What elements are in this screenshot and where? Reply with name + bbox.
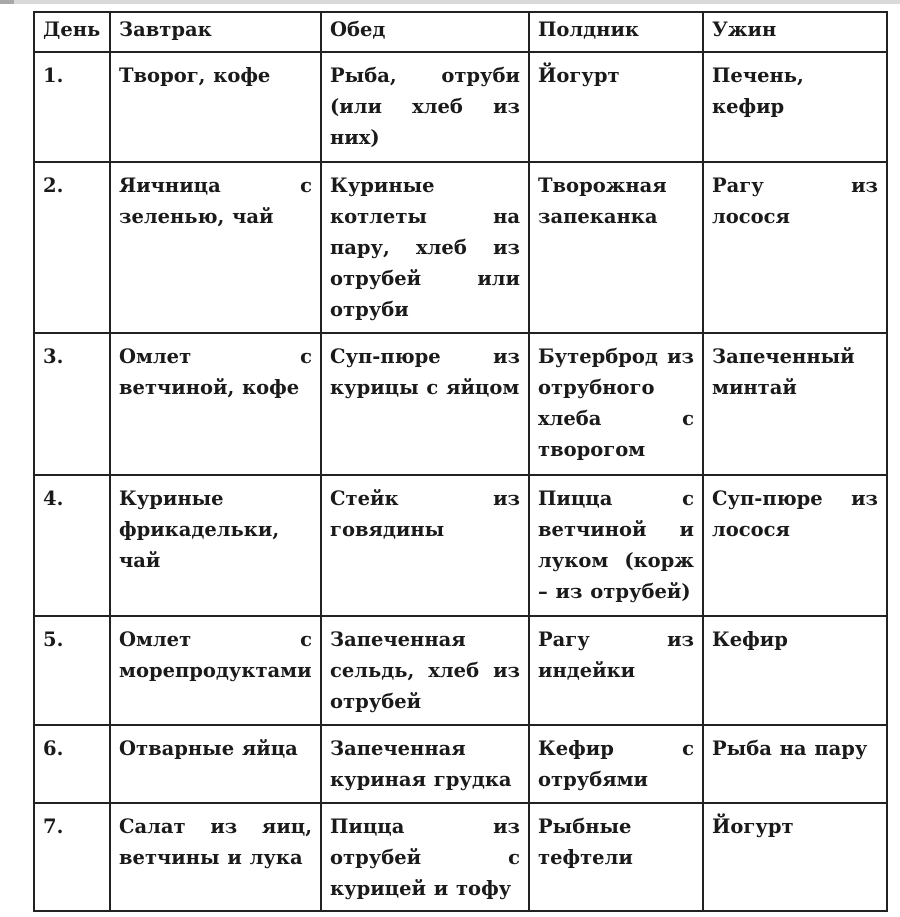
breakfast-cell: Омлет с морепродуктами bbox=[110, 616, 321, 725]
dinner-cell: Рыба на пару bbox=[703, 725, 887, 803]
lunch-cell: Стейк из говядины bbox=[321, 475, 529, 616]
dinner-cell: Кефир bbox=[703, 616, 887, 725]
dinner-cell: Йогурт bbox=[703, 803, 887, 911]
lunch-cell: Куриные котлеты на пару, хлеб из отрубей или отруби bbox=[321, 162, 529, 333]
lunch-cell: Запеченная сельдь, хлеб из отрубей bbox=[321, 616, 529, 725]
breakfast-cell: Салат из яиц, ветчины и лука bbox=[110, 803, 321, 911]
day-cell: 3. bbox=[34, 333, 110, 475]
page-top-edge bbox=[0, 0, 900, 4]
table-row bbox=[34, 162, 887, 333]
dinner-cell: Рагу из лосося bbox=[703, 162, 887, 333]
breakfast-cell: Яичница с зеленью, чай bbox=[110, 162, 321, 333]
snack-cell: Пицца с ветчиной и луком (корж – из отрубей) bbox=[529, 475, 703, 616]
day-cell: 4. bbox=[34, 475, 110, 616]
day-cell: 7. bbox=[34, 803, 110, 911]
header-lunch: Обед bbox=[321, 12, 529, 52]
header-breakfast: Завтрак bbox=[110, 12, 321, 52]
snack-cell: Творожная запеканка bbox=[529, 162, 703, 333]
table-row bbox=[34, 475, 887, 616]
table-row bbox=[34, 333, 887, 475]
table-row bbox=[34, 803, 887, 911]
snack-cell: Рыбные тефтели bbox=[529, 803, 703, 911]
day-cell: 2. bbox=[34, 162, 110, 333]
table-row bbox=[34, 725, 887, 803]
lunch-cell: Рыба, отруби (или хлеб из них) bbox=[321, 52, 529, 162]
breakfast-cell: Творог, кофе bbox=[110, 52, 321, 162]
table-row bbox=[34, 52, 887, 162]
day-cell: 5. bbox=[34, 616, 110, 725]
breakfast-cell: Омлет с ветчиной, кофе bbox=[110, 333, 321, 475]
lunch-cell: Пицца из отрубей с курицей и тофу bbox=[321, 803, 529, 911]
lunch-cell: Запеченная куриная грудка bbox=[321, 725, 529, 803]
snack-cell: Бутерброд из отрубного хлеба с творогом bbox=[529, 333, 703, 475]
meal-plan-table bbox=[33, 11, 888, 912]
dinner-cell: Суп-пюре из лосося bbox=[703, 475, 887, 616]
breakfast-cell: Отварные яйца bbox=[110, 725, 321, 803]
snack-cell: Кефир с отрубями bbox=[529, 725, 703, 803]
header-snack: Полдник bbox=[529, 12, 703, 52]
dinner-cell: Печень, кефир bbox=[703, 52, 887, 162]
breakfast-cell: Куриные фрикадельки, чай bbox=[110, 475, 321, 616]
lunch-cell: Суп-пюре из курицы с яйцом bbox=[321, 333, 529, 475]
header-day: День bbox=[34, 12, 110, 52]
header-dinner: Ужин bbox=[703, 12, 887, 52]
dinner-cell: Запеченный минтай bbox=[703, 333, 887, 475]
snack-cell: Йогурт bbox=[529, 52, 703, 162]
header-row bbox=[34, 12, 887, 52]
day-cell: 1. bbox=[34, 52, 110, 162]
snack-cell: Рагу из индейки bbox=[529, 616, 703, 725]
day-cell: 6. bbox=[34, 725, 110, 803]
table-row bbox=[34, 616, 887, 725]
